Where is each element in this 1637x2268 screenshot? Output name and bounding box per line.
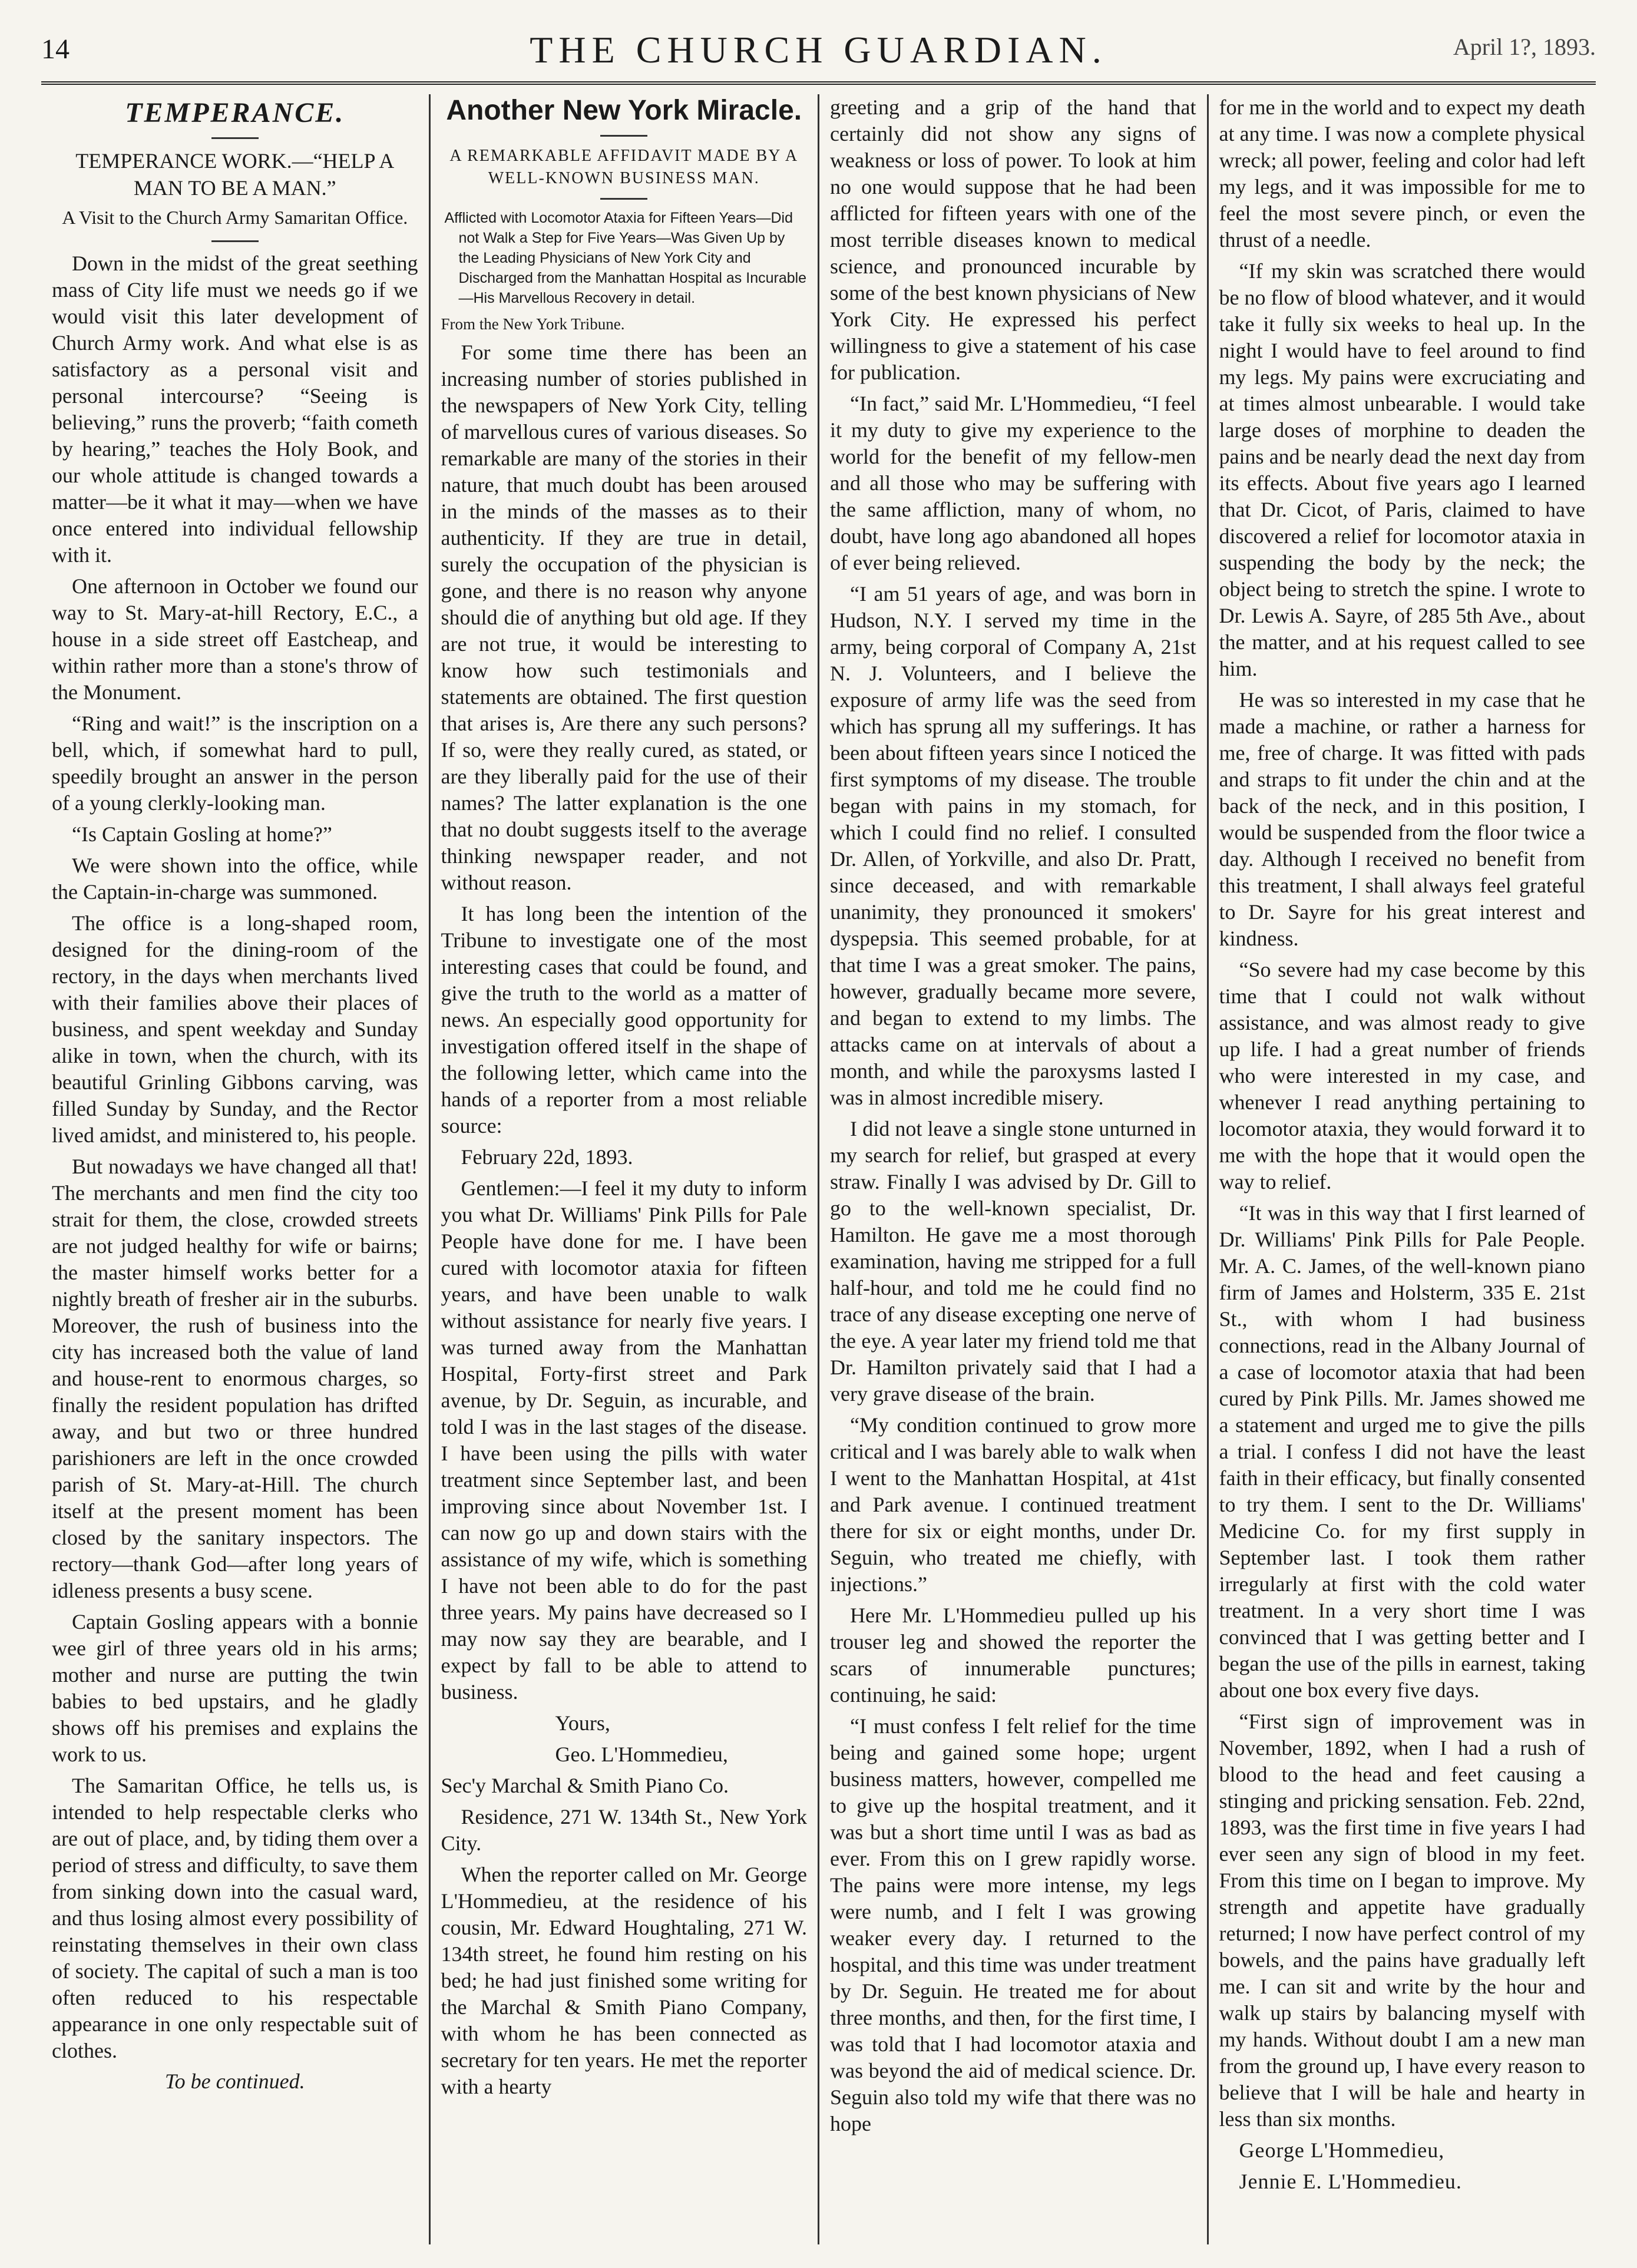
paragraph: The office is a long-shaped room, designed for the dining-room of the rectory, in the days when merchants lived with their families above their places of business, and spent weekday and Sunday alike in town, when the church, with its beautiful Grinling Gibbons carving, was filled Sunday by Sunday, and the Rector lived amidst, and ministered to, his people. [52, 911, 418, 1147]
paragraph: “If my skin was scratched there would be no flow of blood whatever, and it would take it fully six weeks to heal up. In the night I would have to feel around to find my legs. My pains were excruciating and at times almost unbearable. I would take large doses of morphine to deaden the pains and be nearly dead the next day from its effects. About five years ago I learned that Dr. Cicot, of Paris, claimed to have discovered a relief for locomotor ataxia in suspending the body by the neck; the object being to stretch the spine. I wrote to Dr. Lewis A. Sayre, of 285 5th Ave., about the matter, and at his request called to see him. [1219, 259, 1585, 680]
divider [600, 198, 647, 200]
paragraph: The Samaritan Office, he tells us, is intended to help respectable clerks who are out of place, and, by tiding them over a period of stress and difficulty, to save them from sinking down into the casual ward, and thus losing almost every possibility of reinstating themselves in their own class of society. The capital of such a man is too often reduced to his respectable appearance in one only respectable suit of clothes. [52, 1774, 418, 2062]
paragraph: “So severe had my case become by this time that I could not walk without assistance, and was almost ready to give up life. I had a great number of friends who were interested in my case, and whenever I read anything pertaining to locomotor ataxia, they would forward it to me with the hope that it would open the way to relief. [1219, 958, 1585, 1193]
issue-date: April 1?, 1893. [1453, 34, 1596, 60]
divider [600, 135, 647, 137]
paragraph: Down in the midst of the great seething mass of City life must we needs go if we would visit this later development of Church Army work. And what else is as satisfactory as a personal visit and personal intercourse? “Seeing is believing,” runs the proverb; “faith cometh by hearing,” teaches the Holy Book, and our whole attitude is changed towards a matter—be it what it may—when we have once entered into individual fellowship with it. [52, 252, 418, 567]
article-headline: Another New York Miracle. [446, 95, 802, 126]
divider [211, 137, 259, 139]
paragraph: It has long been the intention of the Tribune to investigate one of the most interesting cases that could be found, and give the truth to the world as a matter of news. An especially good opportunity for investigation offered itself in the shape of the following letter, which came into the hands of a reporter from a most reliable source: [441, 902, 807, 1138]
divider [211, 240, 259, 242]
paragraph: “It was in this way that I first learned of Dr. Williams' Pink Pills for Pale People. Mr. A. C. James, of the well-known piano firm of James and Holsterm, 335 E. 21st St., with whom I had business connections, read in the Albany Journal of a case of locomotor ataxia that had been cured by Pink Pills. Mr. James showed me a statement and urged me to give the pills a trial. I confess I did not have the least faith in their efficacy, but finally consented to try them. I sent to the Dr. Williams' Medicine Co. for my first supply in September last. I took them rather irregularly at first with the cold water treatment. In a very short time I was convinced that I was getting better and I began the use of the pills in earnest, taking about one box every five days. [1219, 1201, 1585, 1702]
article-subhead: A REMARKABLE AFFIDAVIT MADE BY A WELL-KNOWN BUSINESS MAN. [449, 147, 799, 187]
letter-signature: Geo. L'Hommedieu, [555, 1743, 728, 1766]
article-source: From the New York Tribune. [441, 315, 625, 333]
column-4 [1209, 94, 1596, 2244]
paragraph: Here Mr. L'Hommedieu pulled up his trouser leg and showed the reporter the scars of innumerable punctures; continuing, he said: [830, 1604, 1196, 1707]
letter-body: Gentlemen:—I feel it my duty to inform you what Dr. Williams' Pink Pills for Pale People have done for me. I have been cured with locomotor ataxia for fifteen years, and have been unable to walk without assistance for nearly five years. I was turned away from the Manhattan Hospital, Forty-first street and Park avenue, by Dr. Seguin, as incurable, and told I was in the last stages of the disease. I have been using the pills with water treatment since September last, and been improving since about November 1st. I can now go up and down stairs with the assistance of my wife, which is something I have not been able to do for the past three years. My pains have decreased so I may now say they are bearable, and I expect by fall to be able to attend to business. [441, 1176, 807, 1704]
paragraph: “I am 51 years of age, and was born in Hudson, N.Y. I served my time in the army, being corporal of Company A, 21st N. J. Volunteers, and I believe the exposure of army life was the seed from which has sprung all my sufferings. It has been about fifteen years since I noticed the first symptoms of my disease. The trouble began with pains in my stomach, for which I could find no relief. I consulted Dr. Allen, of Yorkville, and also Dr. Pratt, since deceased, and with remarkable unanimity, they pronounced it smokers' dyspepsia. This seemed probable, for at that time I was a great smoker. The pains, however, gradually became more severe, and began to extend to my limbs. The attacks came on at intervals of about a month, and while the paroxysms lasted I was in almost incredible misery. [830, 582, 1196, 1109]
paragraph: “I must confess I felt relief for the time being and gained some hope; urgent business matters, however, compelled me to give up the hospital treatment, and it was but a short time until I was as bad as ever. From this on I grew rapidly worse. The pains were more intense, my legs were numb, and I felt I was growing weaker every day. I returned to the hospital, and this time was under treatment by Dr. Seguin. He treated me for about three months, and then, for the first time, I was told that I had locomotor ataxia and was beyond the aid of medical science. Dr. Seguin also told my wife that there was no hope [830, 1714, 1196, 2135]
paragraph: He was so interested in my case that he made a machine, or rather a harness for me, free of charge. It was fitted with pads and straps to fit under the chin and at the back of the neck, and in this position, I would be suspended from the floor twice a day. Although I received no benefit from this treatment, I shall always feel grateful to Dr. Sayre for his great interest and kindness. [1219, 688, 1585, 950]
columns [41, 94, 1596, 2244]
paragraph: I did not leave a single stone unturned in my search for relief, but grasped at every straw. Finally I was advised by Dr. Gill to go to the well-known specialist, Dr. Hamilton. He gave me a most thorough examination, having me stripped for a full half-hour, and told me he could find no trace of any disease excepting one nerve of the eye. A year later my friend told me that Dr. Hamilton privately said that I had a very grave disease of the brain. [830, 1117, 1196, 1406]
letter-date: February 22d, 1893. [461, 1145, 633, 1169]
page-number: 14 [41, 34, 70, 65]
paragraph: We were shown into the office, while the Captain-in-charge was summoned. [52, 854, 418, 904]
signer-residence: Residence, 271 W. 134th St., New York City. [441, 1805, 807, 1855]
paragraph: But nowadays we have changed all that! The merchants and men find the city too strait for them, the close, crowded streets are not judged healthy for wife or bairns; the master himself works better for a nightly breath of fresher air in the suburbs. Moreover, the rush of business into the city has increased both the value of land and house-rent to enormous charges, so finally the resident population has drifted away, and but two or three hundred parishioners are left in the once crowded parish of St. Mary-at-Hill. The church itself at the present moment has been closed by the sanitary inspectors. The rectory—thank God—after long years of idleness presents a busy scene. [52, 1155, 418, 1602]
column-2 [431, 94, 820, 2244]
column-1 [41, 94, 431, 2244]
paragraph: One afternoon in October we found our way to St. Mary-at-hill Rectory, E.C., a house in a side street off Eastcheap, and within rather more than a stone's throw of the Monument. [52, 574, 418, 704]
paragraph: for me in the world and to expect my death at any time. I was now a complete physical wreck; all power, feeling and color had left my legs, and it was impossible for me to feel the most severe pinch, or even the thrust of a needle. [1219, 95, 1585, 252]
continued-note: To be continued. [164, 2069, 305, 2093]
signer-title: Sec'y Marchal & Smith Piano Co. [441, 1774, 729, 1797]
letter-closing: Yours, [555, 1711, 610, 1735]
paragraph: “Ring and wait!” is the inscription on a bell, which, if somewhat hard to pull, speedily brought an answer in the person of a young clerkly-looking man. [52, 712, 418, 815]
paragraph: “First sign of improvement was in November, 1892, when I had a rush of blood to the head and feet causing a stinging and pricking sensation. Feb. 22nd, 1893, was the first time in five years I had ever seen any sign of blood in my feet. From this time on I began to improve. My strength and appetite have gradually returned; I now have perfect control of my bowels, and the pains have gradually left me. I can sit and write by the hour and walk up stairs by balancing myself with my hands. Without doubt I am a new man from the ground up, I have every reason to believe that I will be hale and hearty in less than six months. [1219, 1710, 1585, 2131]
paragraph: For some time there has been an increasing number of stories published in the newspapers of New York City, telling of marvellous cures of various diseases. So remarkable are many of the stories in their nature, that much doubt has been aroused in the minds of the masses as to their authenticity. If they are true in detail, surely the occupation of the physician is gone, and there is no reason why anyone should die of anything but old age. If they are not true, it would be interesting to know how such testimonials and statements are obtained. The first question that arises is, Are there any such persons? If so, were they really cured, as stated, or are they liberally paid for the use of their names? The latter explanation is the one that no doubt suggests itself to the average thinking newspaper reader, and not without reason. [441, 340, 807, 894]
paragraph: When the reporter called on Mr. George L'Hommedieu, at the residence of his cousin, Mr. Edward Houghtaling, 271 W. 134th street, he found him resting on his bed; he had just finished some writing for the Marchal & Smith Piano Company, with whom he has been connected as secretary for ten years. He met the reporter with a hearty [441, 1863, 807, 2098]
article-subtitle: A Visit to the Church Army Samaritan Office. [62, 207, 408, 228]
newspaper-title: THE CHURCH GUARDIAN. [530, 29, 1107, 71]
column-3 [819, 94, 1209, 2244]
masthead [41, 28, 1596, 85]
paragraph: “My condition continued to grow more critical and I was barely able to walk when I went to the Manhattan Hospital, at 41st and Park avenue. I continued treatment there for six or eight months, under Dr. Seguin, who treated me chiefly, with injections.” [830, 1413, 1196, 1596]
paragraph: greeting and a grip of the hand that certainly did not show any signs of weakness or loss of power. To look at him no one would suppose that he had been afflicted for fifteen years with one of the most terrible diseases known to medical science, and pronounced incurable by some of the best known physicians of New York City. He expressed his perfect willingness to give a statement of his case for publication. [830, 95, 1196, 384]
section-heading: TEMPERANCE. [125, 97, 345, 128]
signature: Jennie E. L'Hommedieu. [1239, 2170, 1462, 2193]
paragraph: “In fact,” said Mr. L'Hommedieu, “I feel it my duty to give my experience to the world for the benefit of my fellow-men and all those who may be suffering with the same affliction, many of whom, no doubt, have long ago abandoned all hopes of ever being relieved. [830, 392, 1196, 574]
paragraph: Captain Gosling appears with a bonnie wee girl of three years old in his arms; mother and nurse are putting the twin babies to bed upstairs, and he gladly shows off his premises and explains the work to us. [52, 1610, 418, 1766]
article-deck: Afflicted with Locomotor Ataxia for Fifteen Years—Did not Walk a Step for Five Years—Was Given Up by the Leading Physicians of New York City and Discharged from the Manhattan Hospital as Incurable—His Marvellous Recovery in detail. [444, 210, 807, 306]
paragraph: “Is Captain Gosling at home?” [72, 822, 332, 846]
signature: George L'Hommedieu, [1239, 2138, 1445, 2162]
article-title: TEMPERANCE WORK.—“HELP A MAN TO BE A MAN.” [75, 149, 395, 200]
